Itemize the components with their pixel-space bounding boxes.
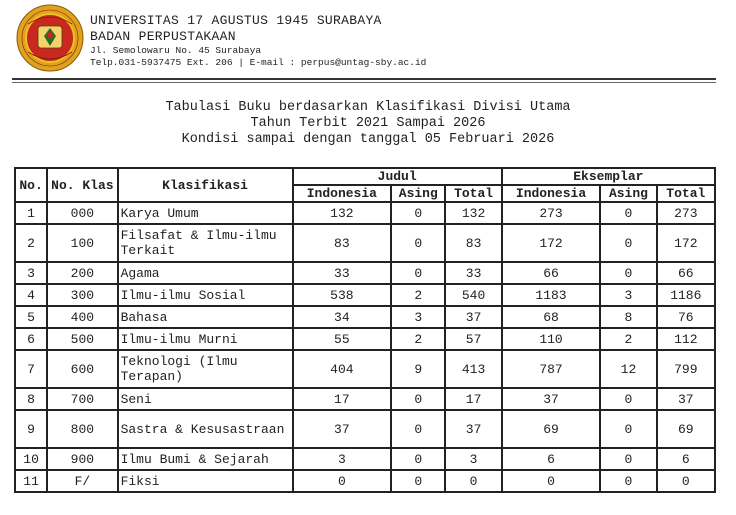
cell-eksemplar-indonesia: 1183 (503, 285, 602, 307)
cell-no-klas: 800 (48, 411, 118, 449)
title-line-1: Tabulasi Buku berdasarkan Klasifikasi Divisi Utama (165, 100, 571, 115)
table-row (16, 285, 714, 307)
cell-eksemplar-total: 1186 (658, 285, 714, 307)
col-header-judul-asing: Asing (392, 186, 446, 203)
cell-eksemplar-asing: 8 (601, 307, 657, 329)
cell-no: 2 (16, 225, 48, 263)
cell-no: 11 (16, 471, 48, 491)
university-logo (16, 4, 84, 72)
cell-judul-total: 37 (446, 411, 502, 449)
table-row (16, 263, 714, 285)
cell-klasifikasi: Teknologi (Ilmu Terapan) (119, 351, 294, 389)
cell-eksemplar-asing: 0 (601, 411, 657, 449)
cell-klasifikasi: Ilmu-ilmu Sosial (119, 285, 294, 307)
col-header-no: No. (16, 169, 48, 203)
cell-klasifikasi: Bahasa (119, 307, 294, 329)
cell-eksemplar-asing: 0 (601, 225, 657, 263)
cell-eksemplar-total: 66 (658, 263, 714, 285)
cell-eksemplar-asing: 3 (601, 285, 657, 307)
col-group-eksemplar: Eksemplar (503, 169, 714, 186)
cell-no-klas: 200 (48, 263, 118, 285)
cell-eksemplar-total: 273 (658, 203, 714, 225)
cell-judul-indonesia: 132 (294, 203, 393, 225)
classification-table (14, 167, 716, 493)
col-header-eksemplar-total: Total (658, 186, 714, 203)
cell-no: 6 (16, 329, 48, 351)
cell-judul-asing: 0 (392, 389, 446, 411)
table-row (16, 351, 714, 389)
cell-eksemplar-total: 76 (658, 307, 714, 329)
cell-eksemplar-indonesia: 787 (503, 351, 602, 389)
cell-judul-indonesia: 404 (294, 351, 393, 389)
cell-judul-indonesia: 34 (294, 307, 393, 329)
cell-no: 3 (16, 263, 48, 285)
cell-judul-indonesia: 83 (294, 225, 393, 263)
university-seal-icon (16, 4, 84, 72)
header-divider-thin (12, 82, 716, 83)
cell-judul-indonesia: 0 (294, 471, 393, 491)
table-row (16, 329, 714, 351)
col-group-judul: Judul (294, 169, 503, 186)
col-header-klasifikasi: Klasifikasi (119, 169, 294, 203)
cell-judul-asing: 2 (392, 329, 446, 351)
cell-no-klas: 700 (48, 389, 118, 411)
cell-judul-total: 132 (446, 203, 502, 225)
cell-eksemplar-asing: 0 (601, 263, 657, 285)
cell-eksemplar-asing: 0 (601, 449, 657, 471)
cell-klasifikasi: Filsafat & Ilmu-ilmu Terkait (119, 225, 294, 263)
cell-eksemplar-asing: 0 (601, 389, 657, 411)
cell-klasifikasi: Karya Umum (119, 203, 294, 225)
address-line: Jl. Semolowaru No. 45 Surabaya (90, 45, 262, 56)
cell-no: 8 (16, 389, 48, 411)
cell-klasifikasi: Fiksi (119, 471, 294, 491)
col-header-judul-total: Total (446, 186, 502, 203)
table-row (16, 471, 714, 491)
cell-judul-total: 37 (446, 307, 502, 329)
department-name: BADAN PERPUSTAKAAN (90, 29, 236, 44)
cell-eksemplar-indonesia: 66 (503, 263, 602, 285)
header-row-1 (16, 169, 714, 186)
cell-eksemplar-indonesia: 273 (503, 203, 602, 225)
cell-judul-asing: 0 (392, 449, 446, 471)
cell-judul-total: 3 (446, 449, 502, 471)
cell-judul-total: 57 (446, 329, 502, 351)
col-header-eksemplar-indonesia: Indonesia (503, 186, 602, 203)
cell-eksemplar-total: 37 (658, 389, 714, 411)
cell-klasifikasi: Ilmu Bumi & Sejarah (119, 449, 294, 471)
cell-no-klas: 900 (48, 449, 118, 471)
cell-eksemplar-total: 6 (658, 449, 714, 471)
cell-klasifikasi: Sastra & Kesusastraan (119, 411, 294, 449)
cell-judul-indonesia: 33 (294, 263, 393, 285)
cell-no-klas: 400 (48, 307, 118, 329)
cell-no: 5 (16, 307, 48, 329)
cell-judul-asing: 0 (392, 471, 446, 491)
cell-klasifikasi: Seni (119, 389, 294, 411)
cell-eksemplar-asing: 0 (601, 471, 657, 491)
cell-no-klas: F/ (48, 471, 118, 491)
cell-eksemplar-total: 799 (658, 351, 714, 389)
report-title (0, 100, 736, 148)
cell-eksemplar-indonesia: 110 (503, 329, 602, 351)
cell-judul-asing: 0 (392, 263, 446, 285)
cell-eksemplar-indonesia: 37 (503, 389, 602, 411)
cell-eksemplar-indonesia: 6 (503, 449, 602, 471)
table-row (16, 225, 714, 263)
cell-eksemplar-indonesia: 172 (503, 225, 602, 263)
cell-judul-total: 540 (446, 285, 502, 307)
cell-judul-total: 0 (446, 471, 502, 491)
cell-judul-asing: 0 (392, 225, 446, 263)
table-row (16, 449, 714, 471)
cell-judul-total: 83 (446, 225, 502, 263)
header-divider-thick (12, 78, 716, 80)
table-row (16, 307, 714, 329)
cell-klasifikasi: Agama (119, 263, 294, 285)
cell-no-klas: 500 (48, 329, 118, 351)
title-line-2: Tahun Terbit 2021 Sampai 2026 (250, 116, 486, 131)
cell-no: 9 (16, 411, 48, 449)
cell-eksemplar-asing: 2 (601, 329, 657, 351)
letterhead (90, 13, 426, 69)
cell-no-klas: 100 (48, 225, 118, 263)
cell-no: 4 (16, 285, 48, 307)
cell-judul-indonesia: 55 (294, 329, 393, 351)
title-line-3: Kondisi sampai dengan tanggal 05 Februari 2026 (181, 132, 555, 147)
table-row (16, 389, 714, 411)
cell-eksemplar-total: 172 (658, 225, 714, 263)
cell-no: 7 (16, 351, 48, 389)
cell-eksemplar-total: 69 (658, 411, 714, 449)
cell-judul-asing: 2 (392, 285, 446, 307)
university-name: UNIVERSITAS 17 AGUSTUS 1945 SURABAYA (90, 13, 382, 28)
cell-judul-asing: 0 (392, 411, 446, 449)
table-row (16, 411, 714, 449)
cell-no: 10 (16, 449, 48, 471)
cell-judul-asing: 0 (392, 203, 446, 225)
cell-klasifikasi: Ilmu-ilmu Murni (119, 329, 294, 351)
cell-eksemplar-asing: 12 (601, 351, 657, 389)
cell-judul-total: 17 (446, 389, 502, 411)
cell-judul-indonesia: 37 (294, 411, 393, 449)
cell-judul-indonesia: 538 (294, 285, 393, 307)
cell-no-klas: 000 (48, 203, 118, 225)
cell-no: 1 (16, 203, 48, 225)
cell-eksemplar-total: 112 (658, 329, 714, 351)
cell-eksemplar-asing: 0 (601, 203, 657, 225)
cell-judul-asing: 9 (392, 351, 446, 389)
cell-no-klas: 600 (48, 351, 118, 389)
cell-eksemplar-total: 0 (681, 473, 690, 489)
cell-judul-asing: 3 (392, 307, 446, 329)
cell-judul-total: 33 (446, 263, 502, 285)
cell-judul-indonesia: 17 (294, 389, 393, 411)
cell-eksemplar-indonesia: 69 (503, 411, 602, 449)
cell-eksemplar-indonesia: 68 (503, 307, 602, 329)
table-body (16, 203, 714, 491)
col-header-judul-indonesia: Indonesia (294, 186, 393, 203)
cell-eksemplar-indonesia: 0 (503, 471, 602, 491)
contact-line: Telp.031-5937475 Ext. 206 | E-mail : perpus@untag-sby.ac.id (90, 57, 427, 68)
cell-judul-total: 413 (446, 351, 502, 389)
cell-judul-indonesia: 3 (294, 449, 393, 471)
col-header-eksemplar-asing: Asing (601, 186, 657, 203)
table-row (16, 203, 714, 225)
cell-no-klas: 300 (48, 285, 118, 307)
col-header-no-klas: No. Klas (48, 169, 118, 203)
